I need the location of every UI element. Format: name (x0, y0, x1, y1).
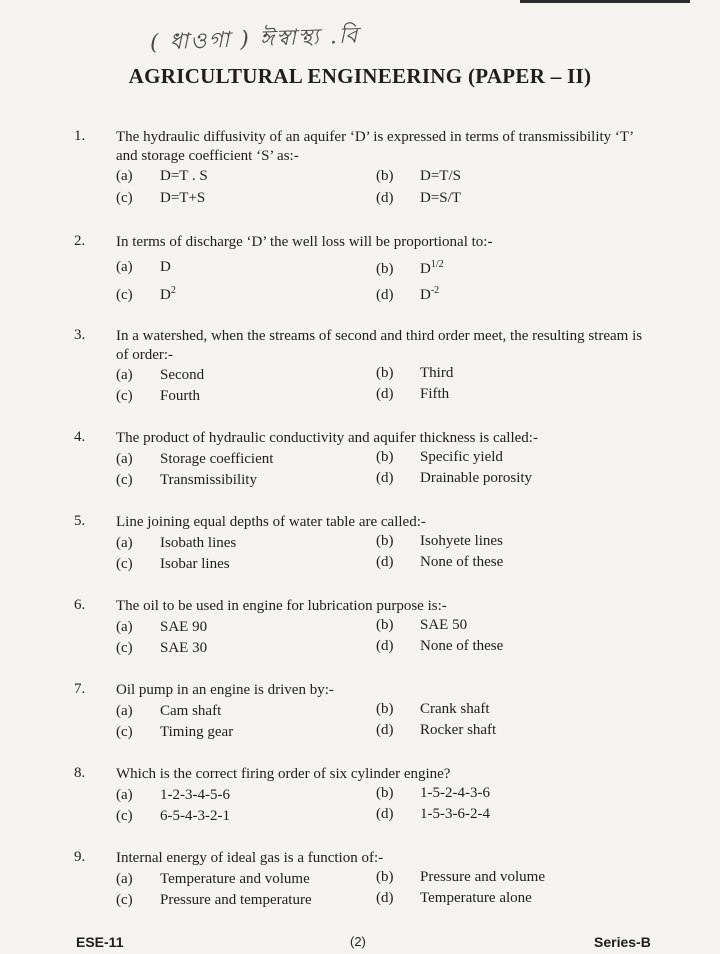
option-text: None of these (420, 638, 504, 654)
option-a (116, 259, 171, 276)
option-d (376, 806, 490, 823)
option-b (376, 533, 503, 550)
option-text: Storage coefficient (160, 451, 274, 467)
option-text: Second (160, 367, 205, 383)
option-text: Pressure and volume (420, 869, 545, 885)
option-d (376, 554, 503, 571)
option-label: (b) (376, 533, 394, 549)
option-label: (c) (116, 892, 133, 908)
option-label: (c) (116, 388, 133, 404)
option-b (376, 785, 490, 802)
option-text: Rocker shaft (420, 722, 497, 738)
question-number: 4. (74, 429, 86, 445)
handwritten-note: ( ধাওগা ) ঈস্বাস্থ্য .বি (149, 23, 360, 56)
question-number: 2. (74, 233, 86, 249)
option-text: Isobar lines (160, 556, 230, 572)
option-text: Transmissibility (160, 472, 257, 488)
option-text: D=S/T (420, 190, 461, 206)
option-a (116, 451, 273, 468)
option-c (116, 388, 200, 405)
series-label: Series-B (594, 934, 651, 950)
option-label: (b) (376, 365, 394, 381)
option-label: (b) (376, 168, 394, 184)
option-c (116, 556, 230, 573)
option-text: None of these (420, 554, 504, 570)
option-label: (b) (376, 449, 394, 465)
question-number: 9. (74, 849, 86, 865)
option-text: Temperature alone (420, 890, 532, 906)
option-text: D=T . S (160, 168, 208, 184)
option-label: (c) (116, 287, 133, 303)
option-label: (b) (376, 869, 394, 885)
option-c (116, 808, 230, 825)
question-number: 1. (74, 128, 86, 144)
question-number: 7. (74, 681, 86, 697)
question-number: 6. (74, 597, 86, 613)
question-text: Which is the correct firing order of six cylinder engine? (116, 766, 451, 782)
option-c (116, 285, 176, 304)
option-text: 1-5-2-4-3-6 (420, 785, 490, 801)
option-a (116, 871, 310, 888)
question-text: Internal energy of ideal gas is a function of:- (116, 850, 384, 866)
option-c (116, 190, 205, 207)
option-label: (a) (116, 451, 133, 467)
option-text: Fifth (420, 386, 450, 402)
option-a (116, 535, 236, 552)
option-a (116, 787, 230, 804)
option-text: D=T/S (420, 168, 461, 184)
option-b (376, 168, 461, 185)
question-text: Line joining equal depths of water table are called:- (116, 514, 426, 530)
option-label: (b) (376, 785, 394, 801)
question-number: 3. (74, 327, 86, 343)
option-exponent: 2 (170, 285, 176, 296)
option-b (376, 617, 467, 634)
page-number: (2) (350, 934, 366, 949)
paper-code: ESE-11 (76, 934, 124, 950)
option-label: (a) (116, 535, 133, 551)
option-text: Timing gear (160, 724, 234, 740)
option-label: (c) (116, 640, 133, 656)
option-text: D (420, 261, 431, 277)
option-text: Isohyete lines (420, 533, 503, 549)
option-label: (c) (116, 472, 133, 488)
option-b (376, 869, 545, 886)
question-number: 5. (74, 513, 86, 529)
option-text: D (420, 287, 431, 303)
option-a (116, 619, 207, 636)
option-label: (a) (116, 168, 133, 184)
option-label: (c) (116, 808, 133, 824)
option-label: (d) (376, 470, 394, 486)
question-text: In terms of discharge ‘D’ the well loss will be proportional to:- (116, 234, 493, 250)
option-label: (b) (376, 261, 394, 277)
option-d (376, 285, 439, 304)
question-text: The oil to be used in engine for lubrication purpose is:- (116, 598, 447, 614)
option-label: (d) (376, 722, 394, 738)
option-label: (d) (376, 554, 394, 570)
option-text: Temperature and volume (160, 871, 310, 887)
option-label: (a) (116, 367, 133, 383)
option-exponent: 1/2 (430, 259, 444, 270)
option-text: D (160, 259, 171, 275)
option-label: (a) (116, 259, 133, 275)
option-label: (d) (376, 806, 394, 822)
question-text: The hydraulic diffusivity of an aquifer ‘D’ is expressed in terms of transmissibility ‘T’ and storage coefficient ‘S’ as:- (116, 129, 633, 164)
option-c (116, 472, 257, 489)
option-d (376, 890, 532, 907)
option-label: (b) (376, 617, 394, 633)
paper-title: AGRICULTURAL ENGINEERING (PAPER – II) (128, 64, 592, 88)
option-label: (d) (376, 190, 394, 206)
option-d (376, 470, 532, 487)
option-label: (c) (116, 724, 133, 740)
option-text: D=T+S (160, 190, 206, 206)
option-a (116, 367, 204, 384)
option-label: (d) (376, 890, 394, 906)
option-b (376, 365, 453, 382)
option-text: Cam shaft (160, 703, 222, 719)
option-exponent: -2 (430, 285, 440, 296)
option-text: Drainable porosity (420, 470, 533, 486)
option-d (376, 722, 496, 739)
option-c (116, 892, 312, 909)
question-text: Oil pump in an engine is driven by:- (116, 682, 334, 698)
option-text: SAE 90 (160, 619, 208, 635)
option-b (376, 701, 490, 718)
option-text: 1-2-3-4-5-6 (160, 787, 230, 803)
option-label: (a) (116, 871, 133, 887)
option-d (376, 638, 503, 655)
option-text: Specific yield (420, 449, 503, 465)
option-text: Crank shaft (420, 701, 490, 717)
option-text: Fourth (160, 388, 201, 404)
option-c (116, 640, 207, 657)
option-a (116, 703, 221, 720)
question-text: In a watershed, when the streams of second and third order meet, the resulting stream is of order:- (116, 328, 643, 363)
option-text: Third (420, 365, 454, 381)
option-text: SAE 30 (160, 640, 208, 656)
option-label: (a) (116, 619, 133, 635)
option-d (376, 386, 449, 403)
option-label: (c) (116, 190, 133, 206)
option-d (376, 190, 461, 207)
option-label: (d) (376, 287, 394, 303)
option-label: (a) (116, 787, 133, 803)
option-text: Pressure and temperature (160, 892, 312, 908)
option-b (376, 449, 503, 466)
option-label: (b) (376, 701, 394, 717)
option-text: Isobath lines (160, 535, 237, 551)
question-number: 8. (74, 765, 86, 781)
option-text: D (160, 287, 171, 303)
option-label: (d) (376, 638, 394, 654)
option-text: SAE 50 (420, 617, 468, 633)
option-label: (a) (116, 703, 133, 719)
option-text: 1-5-3-6-2-4 (420, 806, 490, 822)
question-text: The product of hydraulic conductivity and aquifer thickness is called:- (116, 430, 538, 446)
option-label: (d) (376, 386, 394, 402)
option-b (376, 259, 444, 278)
option-c (116, 724, 233, 741)
option-text: 6-5-4-3-2-1 (160, 808, 230, 824)
option-label: (c) (116, 556, 133, 572)
option-a (116, 168, 208, 185)
